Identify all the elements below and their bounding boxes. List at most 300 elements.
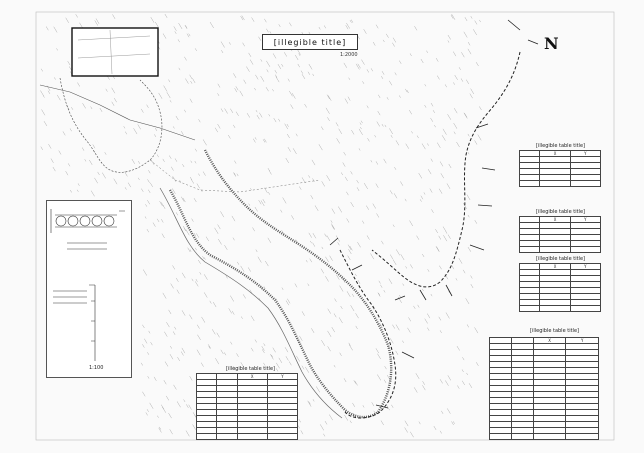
terrain-stroke [195, 161, 196, 163]
terrain-stroke [46, 27, 48, 31]
terrain-stroke [464, 113, 466, 117]
terrain-stroke [151, 342, 153, 345]
terrain-stroke [328, 309, 331, 314]
terrain-stroke [249, 53, 251, 57]
terrain-stroke [235, 88, 237, 92]
terrain-stroke [473, 29, 476, 35]
terrain-stroke [229, 42, 230, 44]
terrain-stroke [182, 164, 184, 167]
terrain-stroke [114, 98, 116, 102]
terrain-stroke [376, 348, 379, 353]
terrain-stroke [113, 76, 115, 79]
terrain-stroke [367, 69, 369, 72]
terrain-stroke [189, 315, 192, 320]
terrain-stroke [200, 272, 201, 274]
terrain-stroke [377, 375, 381, 381]
terrain-stroke [400, 181, 403, 185]
terrain-stroke [217, 93, 219, 96]
terrain-stroke [344, 152, 346, 155]
terrain-stroke [181, 131, 183, 135]
terrain-stroke [396, 325, 399, 331]
terrain-stroke [287, 299, 290, 304]
terrain-stroke [441, 411, 443, 414]
terrain-stroke [341, 172, 343, 175]
terrain-stroke [457, 385, 459, 388]
terrain-stroke [53, 167, 55, 171]
terrain-stroke [308, 284, 309, 286]
terrain-stroke [206, 237, 209, 241]
terrain-stroke [41, 69, 43, 72]
terrain-stroke [321, 340, 324, 346]
terrain-stroke [437, 143, 440, 148]
terrain-stroke [394, 193, 397, 198]
terrain-stroke [434, 426, 436, 430]
terrain-stroke [332, 327, 335, 332]
terrain-stroke [144, 339, 147, 344]
terrain-stroke [141, 363, 143, 366]
terrain-stroke [362, 81, 364, 84]
terrain-stroke [447, 183, 450, 188]
terrain-stroke [384, 380, 386, 383]
terrain-stroke [184, 57, 186, 61]
terrain-stroke [172, 188, 175, 193]
terrain-stroke [258, 257, 262, 263]
boundary-line-south [340, 250, 396, 418]
terrain-stroke [381, 76, 383, 79]
table-cell [540, 247, 570, 253]
table-row [197, 434, 298, 440]
terrain-stroke [190, 75, 192, 79]
terrain-stroke [263, 199, 265, 203]
terrain-stroke [179, 23, 183, 29]
terrain-stroke [347, 218, 349, 222]
terrain-stroke [363, 405, 364, 407]
terrain-stroke [187, 34, 189, 38]
terrain-stroke [210, 22, 214, 28]
terrain-stroke [479, 106, 481, 110]
terrain-stroke [267, 69, 269, 72]
terrain-stroke [359, 148, 360, 150]
terrain-stroke [356, 313, 359, 318]
terrain-stroke [356, 64, 359, 70]
terrain-stroke [403, 284, 404, 286]
terrain-stroke [309, 64, 311, 67]
terrain-stroke [150, 403, 154, 409]
terrain-stroke [170, 346, 172, 349]
terrain-stroke [224, 352, 226, 355]
terrain-stroke [166, 396, 169, 400]
terrain-stroke [449, 164, 451, 168]
terrain-stroke [376, 161, 378, 164]
terrain-stroke [410, 264, 412, 268]
terrain-stroke [142, 325, 144, 328]
table-header-cell: X [540, 151, 570, 157]
terrain-stroke [312, 160, 315, 165]
terrain-stroke [427, 328, 429, 331]
terrain-stroke [414, 306, 416, 309]
table-header-cell: Y [566, 338, 599, 344]
terrain-stroke [170, 354, 173, 359]
terrain-stroke [447, 408, 450, 413]
terrain-stroke [351, 202, 354, 207]
terrain-stroke [399, 295, 400, 297]
terrain-stroke [257, 115, 260, 119]
table-cell [197, 434, 217, 440]
terrain-stroke [407, 90, 409, 93]
terrain-stroke [393, 225, 394, 227]
terrain-stroke [431, 159, 433, 162]
terrain-stroke [143, 270, 147, 276]
terrain-stroke [190, 99, 192, 103]
terrain-stroke [308, 72, 310, 75]
terrain-stroke [236, 112, 239, 116]
terrain-stroke [448, 235, 451, 239]
terrain-stroke [361, 121, 362, 123]
terrain-stroke [225, 108, 228, 113]
terrain-stroke [153, 223, 155, 227]
terrain-stroke [89, 160, 92, 165]
terrain-stroke [291, 104, 294, 108]
table-header-cell: Y [267, 374, 297, 380]
terrain-stroke [351, 130, 354, 134]
terrain-stroke [289, 362, 291, 366]
terrain-stroke [402, 341, 403, 343]
terrain-stroke [102, 173, 105, 179]
terrain-stroke [282, 288, 283, 290]
terrain-stroke [367, 235, 369, 239]
terrain-stroke [390, 338, 393, 343]
terrain-stroke [112, 14, 115, 18]
terrain-stroke [348, 249, 351, 254]
terrain-stroke [198, 260, 200, 264]
terrain-stroke [325, 257, 328, 262]
table-header-cell: Y [570, 264, 600, 270]
terrain-stroke [176, 278, 178, 282]
terrain-stroke [362, 221, 364, 224]
terrain-stroke [348, 256, 351, 260]
coordinate-table [519, 216, 601, 253]
terrain-stroke [427, 314, 430, 319]
terrain-stroke [295, 55, 298, 60]
terrain-stroke [311, 195, 313, 199]
terrain-stroke [170, 100, 171, 102]
terrain-stroke [410, 432, 413, 437]
coordinate-table-caption: [illegible table title] [226, 366, 275, 372]
terrain-stroke [308, 401, 312, 407]
terrain-stroke [93, 144, 95, 148]
terrain-stroke [331, 220, 332, 222]
terrain-stroke [340, 353, 342, 356]
terrain-stroke [154, 134, 156, 137]
terrain-stroke [422, 144, 425, 150]
terrain-stroke [431, 209, 433, 212]
legend-box [46, 200, 132, 378]
terrain-stroke [323, 434, 325, 437]
terrain-stroke [276, 368, 278, 371]
terrain-stroke [475, 327, 478, 333]
terrain-stroke [181, 352, 183, 356]
terrain-stroke [276, 363, 279, 368]
terrain-stroke [199, 119, 201, 122]
terrain-stroke [241, 266, 244, 272]
terrain-stroke [292, 93, 295, 99]
terrain-stroke [246, 67, 249, 72]
terrain-stroke [182, 348, 185, 353]
terrain-stroke [255, 137, 256, 139]
terrain-stroke [329, 415, 332, 421]
terrain-stroke [252, 17, 255, 21]
terrain-stroke [184, 110, 185, 112]
terrain-stroke [274, 118, 276, 122]
terrain-stroke [461, 52, 464, 57]
terrain-stroke [344, 63, 347, 68]
terrain-stroke [204, 274, 207, 279]
terrain-stroke [233, 73, 236, 78]
coordinate-table-caption: [illegible table title] [536, 143, 585, 149]
terrain-stroke [142, 344, 144, 347]
terrain-stroke [229, 308, 232, 313]
terrain-stroke [145, 204, 146, 206]
terrain-stroke [230, 342, 232, 345]
terrain-stroke [389, 279, 392, 284]
terrain-stroke [162, 234, 165, 238]
terrain-stroke [265, 261, 268, 266]
terrain-stroke [241, 317, 242, 319]
terrain-stroke [357, 180, 359, 183]
terrain-stroke [169, 156, 171, 159]
terrain-stroke [431, 294, 432, 296]
terrain-stroke [454, 123, 457, 129]
terrain-stroke [301, 71, 303, 74]
terrain-stroke [270, 354, 273, 359]
terrain-stroke [313, 243, 315, 247]
terrain-stroke [439, 266, 441, 270]
terrain-stroke [172, 265, 174, 269]
terrain-stroke [162, 407, 165, 413]
terrain-stroke [457, 346, 460, 350]
terrain-stroke [355, 274, 356, 276]
terrain-stroke [467, 373, 468, 375]
terrain-stroke [134, 128, 138, 134]
terrain-stroke [264, 19, 266, 22]
terrain-stroke [298, 64, 300, 67]
terrain-stroke [166, 322, 169, 327]
terrain-stroke [183, 226, 186, 231]
terrain-stroke [51, 159, 54, 163]
terrain-stroke [399, 95, 400, 97]
terrain-stroke [395, 73, 397, 76]
terrain-stroke [326, 108, 330, 114]
coordinate-table [196, 373, 298, 440]
terrain-stroke [466, 298, 469, 304]
terrain-stroke [177, 401, 180, 407]
terrain-stroke [253, 139, 255, 143]
terrain-stroke [382, 124, 383, 126]
terrain-stroke [405, 421, 407, 424]
terrain-stroke [124, 171, 127, 176]
terrain-stroke [421, 59, 423, 63]
terrain-stroke [419, 173, 422, 178]
table-header-cell: Y [570, 151, 600, 157]
table-cell [570, 306, 600, 312]
terrain-stroke [269, 114, 270, 116]
terrain-stroke [453, 52, 456, 57]
terrain-stroke [76, 14, 78, 17]
terrain-stroke [221, 109, 223, 112]
terrain-stroke [468, 152, 469, 154]
table-cell [540, 306, 570, 312]
terrain-stroke [384, 159, 387, 163]
terrain-stroke [174, 26, 177, 30]
terrain-stroke [327, 175, 330, 181]
terrain-stroke [155, 22, 158, 27]
terrain-stroke [175, 159, 177, 162]
terrain-stroke [453, 82, 454, 84]
terrain-stroke [419, 422, 421, 425]
terrain-stroke [373, 204, 376, 209]
terrain-stroke [348, 97, 350, 101]
terrain-stroke [124, 126, 125, 128]
terrain-stroke [394, 167, 396, 170]
terrain-stroke [426, 51, 427, 53]
terrain-stroke [424, 192, 425, 194]
terrain-stroke [382, 71, 384, 75]
terrain-stroke [367, 138, 369, 141]
terrain-stroke [346, 25, 348, 29]
terrain-stroke [192, 78, 195, 83]
terrain-stroke [471, 284, 473, 288]
terrain-stroke [389, 81, 392, 85]
terrain-stroke [255, 75, 258, 80]
terrain-stroke [306, 260, 307, 262]
terrain-stroke [391, 135, 393, 138]
terrain-stroke [190, 177, 192, 180]
terrain-stroke [475, 21, 477, 25]
table-row [490, 434, 599, 440]
terrain-stroke [425, 105, 427, 108]
terrain-stroke [188, 248, 191, 252]
terrain-stroke [287, 124, 289, 127]
terrain-stroke [192, 279, 193, 281]
terrain-stroke [164, 380, 166, 384]
terrain-stroke [179, 68, 180, 70]
terrain-stroke [345, 177, 347, 181]
terrain-stroke [377, 122, 380, 127]
terrain-stroke [352, 403, 354, 407]
terrain-stroke [174, 327, 176, 330]
terrain-stroke [476, 362, 478, 366]
terrain-stroke [165, 362, 168, 367]
terrain-stroke [203, 139, 206, 145]
terrain-stroke [286, 158, 289, 163]
terrain-stroke [59, 151, 61, 155]
terrain-stroke [357, 242, 360, 247]
terrain-stroke [468, 42, 470, 45]
terrain-stroke [396, 140, 399, 145]
terrain-stroke [392, 325, 394, 329]
terrain-stroke [266, 61, 270, 67]
terrain-stroke [195, 149, 197, 152]
terrain-stroke [232, 216, 235, 221]
terrain-stroke [356, 326, 358, 329]
terrain-stroke [197, 325, 199, 329]
terrain-stroke [321, 127, 323, 130]
terrain-stroke [237, 174, 238, 176]
terrain-stroke [313, 74, 314, 76]
table-cell [490, 434, 512, 440]
terrain-stroke [220, 211, 223, 217]
terrain-stroke [350, 421, 351, 423]
terrain-stroke [186, 431, 189, 437]
terrain-stroke [159, 93, 162, 99]
terrain-stroke [128, 183, 131, 187]
terrain-stroke [466, 80, 469, 84]
terrain-stroke [243, 43, 245, 47]
terrain-stroke [212, 329, 215, 334]
terrain-stroke [378, 95, 380, 98]
terrain-stroke [422, 289, 423, 291]
terrain-stroke [148, 190, 150, 193]
terrain-stroke [371, 68, 373, 71]
terrain-stroke [105, 152, 106, 154]
terrain-stroke [305, 104, 307, 108]
terrain-stroke [48, 91, 50, 94]
table-header-cell: X [540, 217, 570, 223]
terrain-stroke [40, 91, 43, 96]
terrain-stroke [261, 59, 262, 61]
terrain-stroke [132, 159, 135, 164]
terrain-stroke [315, 205, 318, 210]
terrain-stroke [203, 256, 205, 259]
terrain-stroke [264, 343, 266, 346]
terrain-stroke [147, 200, 149, 204]
terrain-stroke [390, 190, 392, 194]
table-cell [267, 434, 297, 440]
table-cell [540, 181, 570, 187]
terrain-stroke [454, 132, 455, 134]
terrain-stroke [386, 34, 388, 38]
terrain-stroke [197, 350, 200, 356]
map-scale-note: 1:2000 [340, 52, 358, 58]
terrain-stroke [255, 207, 258, 211]
terrain-stroke [171, 167, 173, 171]
terrain-stroke [439, 236, 441, 240]
terrain-stroke [177, 290, 179, 294]
terrain-stroke [439, 317, 441, 321]
table-row [520, 306, 601, 312]
terrain-stroke [302, 74, 305, 79]
terrain-stroke [150, 183, 152, 187]
terrain-stroke [91, 191, 94, 197]
terrain-stroke [250, 60, 253, 65]
terrain-stroke [468, 247, 471, 252]
terrain-stroke [240, 91, 243, 96]
terrain-stroke [163, 159, 165, 162]
terrain-stroke [383, 40, 384, 42]
terrain-stroke [147, 105, 149, 108]
terrain-stroke [380, 285, 382, 288]
terrain-stroke [475, 140, 477, 144]
terrain-stroke [66, 171, 68, 175]
terrain-stroke [471, 276, 473, 279]
terrain-stroke [269, 170, 271, 174]
terrain-stroke [230, 109, 233, 113]
terrain-stroke [261, 200, 264, 206]
terrain-stroke [233, 172, 235, 176]
table-cell [566, 434, 599, 440]
terrain-stroke [351, 171, 353, 174]
terrain-stroke [280, 210, 282, 213]
